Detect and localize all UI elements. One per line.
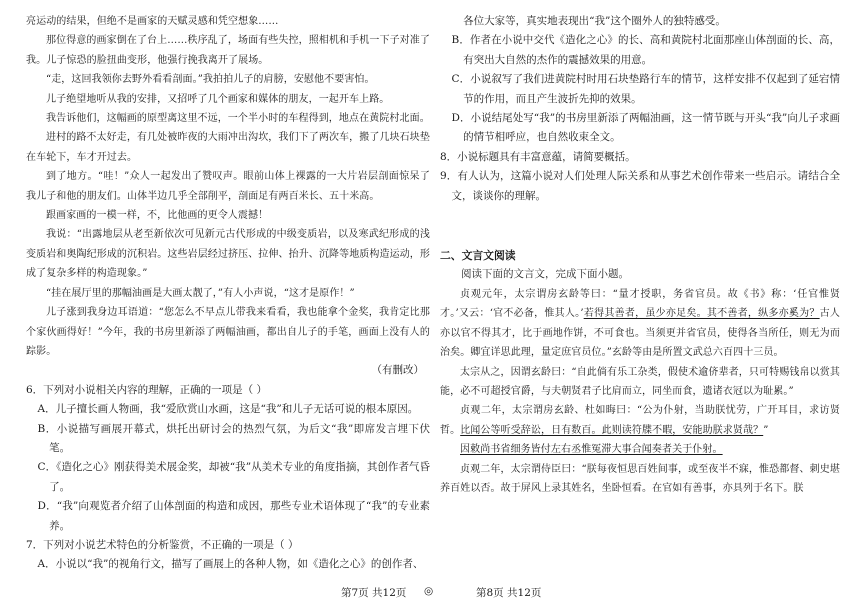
story-paragraph: 儿子涨到我身边耳语道：“您怎么不早点儿带我来看看，我也能拿个金奖，我肯定比那个家伙画得好！”今年，我的书房里新添了两幅油画，都出自儿子的手笔，画面上没有人的踪影。: [26, 307, 430, 357]
question-7-option-b: B．作者在小说中交代《造化之心》的长、高和黄院村北面那座山体剖面的长、高，有突出大自然的杰作的震撼效果的用意。: [451, 34, 840, 66]
classical-paragraph: [440, 401, 840, 440]
story-paragraph: 进村的路不太好走，有几处被昨夜的大雨冲出沟坎，我们下了两次车，搬了几块石块垫在车轮下，车才开过去。: [26, 132, 430, 163]
story-paragraph: 到了地方。“哇！”众人一起发出了赞叹声。眼前山体上裸露的一大片岩层剖面惊呆了我儿子和他的朋友们。山体半边几乎全部削平，剖面足有两百米长、五十米高。: [26, 171, 430, 202]
page-number-left: 第7页 共12页: [341, 587, 407, 599]
question-6: 6．下列对小说相关内容的理解，正确的一项是（ ）: [26, 383, 268, 396]
question-6-option-a: A．儿子擅长画人物画，我“爱欣赏山水画，这是“我”和儿子无话可说的根本原因。: [37, 403, 419, 416]
question-7-option-d: D．小说结尾处写“我”的书房里新添了两幅油画，这一情节既与开头“我”向儿子求画的情节相呼应，也自然收束全文。: [451, 112, 840, 144]
classical-text: 贞观二年，太宗谓房玄龄、杜如晦曰：“公为仆射，当助朕忧劳，广开耳目，求访贤哲。: [440, 405, 840, 436]
story-paragraph: 亮运动的结果，但绝不是画家的天赋灵感和凭空想象……: [26, 16, 279, 27]
question-7-option-a-continued: 各位大家等，真实地表现出“我”这个圈外人的独特感受。: [463, 15, 726, 27]
classical-text: ”: [763, 424, 769, 436]
story-paragraph: “挂在展厅里的那幅油画是大画太靓了，”有人小声说，“这才是原作！”: [46, 287, 355, 299]
question-7: 7．下列对小说艺术特色的分析鉴赏，不正确的一项是（ ）: [26, 538, 299, 551]
question-8: 8．小说标题具有丰富意蕴，请简要概括。: [440, 150, 636, 163]
story-paragraph: 我说：“出露地层从老至新依次可见新元古代形成的中级变质岩，以及寒武纪形成的浅变质岩和奥陶纪形成的沉积岩。这些岩层经过挤压、拉伸、抬升、沉降等地质构造运动，形成了复杂多样的构造现象。”: [26, 229, 430, 280]
right-column: [440, 12, 840, 498]
section-heading: 二、文言文阅读: [440, 249, 516, 263]
source-note: （有删改）: [371, 364, 424, 377]
question-7-option-c: C．小说叙写了我们进黄院村时用石块垫路行车的情节，这样安排不仅起到了延宕情节的作用，而且产生波折先抑的效果。: [451, 73, 840, 105]
classical-paragraph: 贞观二年，太宗谓侍臣曰：“朕每夜恒思百姓间事，或至夜半不寐，惟恐都督、刺史堪养百姓以否。故于屏风上录其姓名，坐卧恒看。在官如有善事，亦具列于名下。朕: [440, 463, 840, 494]
page-number-right: 第8页 共12页: [476, 587, 542, 599]
question-9: 9．有人认为，这篇小说对人们处理人际关系和从事艺术创作带来一些启示。请结合全文，谈谈你的理解。: [440, 170, 840, 202]
classical-text: 古人亦以官不得其才，比于画地作饼，不可食也。当须更并省官员，使得各当所任，则无为而治矣。卿宜详思此理，量定庶官员位。”玄龄等由是所置文武总六百四十三员。: [440, 308, 840, 359]
footer-separator-icon: ◎: [424, 585, 434, 597]
classical-text: 贞观元年，太宗谓房玄龄等曰：“量才授职，务省官员。故《书》称：‘任官惟贤才。’又云：‘官不必备，惟其人。’: [440, 288, 840, 320]
section-instruction: 阅读下面的文言文，完成下面小题。: [461, 268, 629, 281]
classical-paragraph: [440, 285, 840, 363]
classical-paragraph: [440, 440, 840, 459]
underlined-sentence: 因敕尚书省细务皆付左右丞惟冤滞大事合闻奏者关于仆射。: [460, 444, 723, 456]
question-7-option-a: A．小说以“我”的视角行文，描写了画展上的各种人物，如《造化之心》的创作者、: [37, 558, 424, 571]
question-6-option-b: B．小说描写画展开幕式，烘托出研讨会的热烈气氛，为后文“我”即席发言埋下伏笔。: [37, 422, 430, 454]
question-6-option-c: C．《造化之心》刚获得美术展金奖，却被“我”从美术专业的角度指摘，其创作者气昏了。: [37, 461, 430, 493]
story-paragraph: 那位得意的画家倒在了台上……秩序乱了，场面有些失控，照相机和手机一下子对准了我。儿子惊恐的脸扭曲变形，他强行挽我离开了展场。: [26, 35, 430, 66]
story-paragraph: 跟画家画的一模一样，不，比他画的更令人震撼！: [46, 210, 269, 222]
classical-paragraph: 太宗从之，因谓玄龄曰：“自此倘有乐工杂类，假使术逾侪辈者，只可特赐钱帛以赏其能，必不可超授官爵，与夫朝贤君子比肩而立，同坐而食，遗诸衣冠以为耻累。”: [440, 366, 840, 397]
page-footer: [0, 585, 860, 603]
underlined-sentence: 比闻公等听受辞讼，日有数百。此则读符牒不暇，安能助朕求贤哉？: [460, 424, 764, 436]
question-6-option-d: D．“我”向观览者介绍了山体剖面的构造和成因，那些专业术语体现了“我”的专业素养。: [37, 500, 430, 532]
story-paragraph: 我告诉他们，这幅画的原型离这里不远，一个半小时的车程得到，地点在黄院村北面。: [46, 113, 430, 125]
underlined-sentence: 若得其善者，虽少亦足矣。其不善者，纵多亦奚为？: [583, 308, 820, 320]
story-paragraph: 儿子绝望地听从我的安排，又招呼了几个画家和媒体的朋友，一起开车上路。: [46, 93, 390, 105]
left-column: [26, 12, 430, 575]
story-paragraph: “走，这回我领你去野外看看剖面。”我拍拍儿子的肩膀，安慰他不要害怕。: [46, 74, 375, 86]
